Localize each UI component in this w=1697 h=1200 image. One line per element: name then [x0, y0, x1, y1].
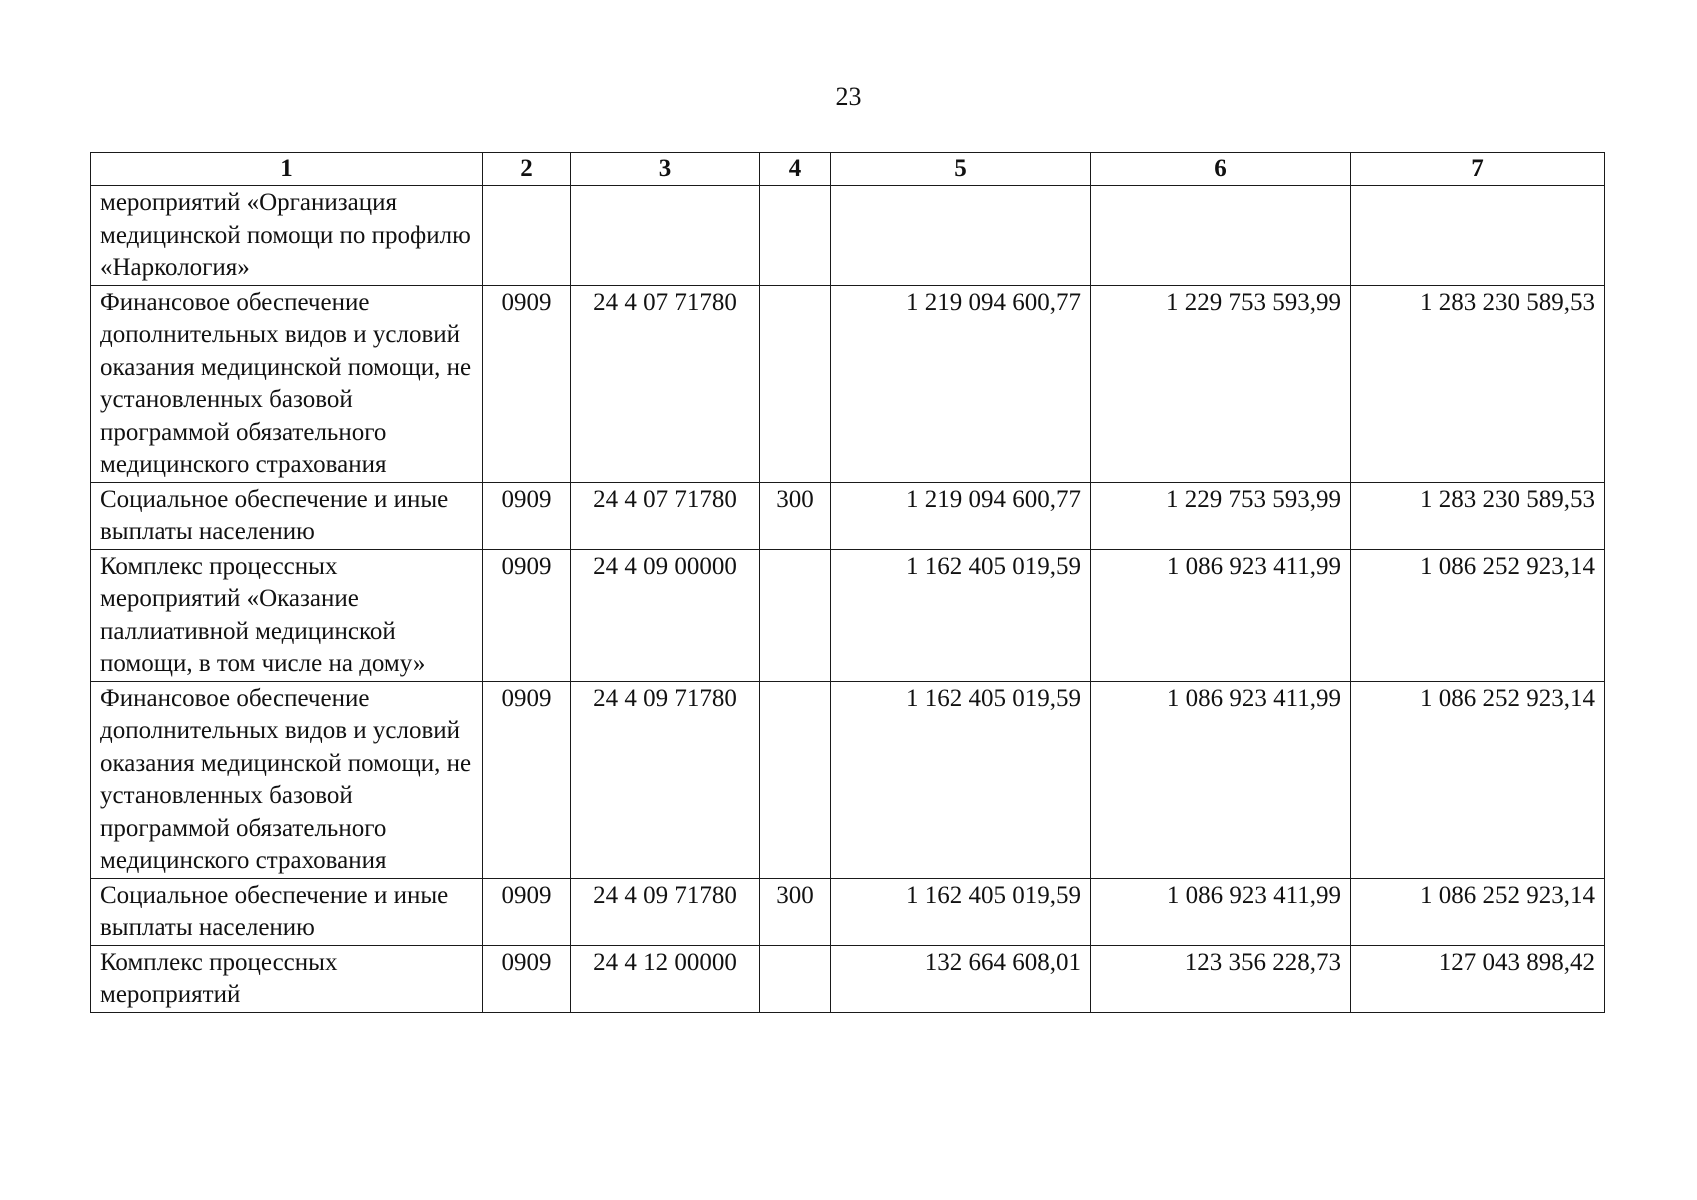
page-number: 23: [835, 82, 862, 111]
row-section-code: [483, 186, 571, 286]
row-amount-col6: 1 229 753 593,99: [1091, 482, 1351, 549]
row-name: мероприятий «Организация медицинской помощи по профилю «Наркология»: [91, 186, 483, 286]
row-expense-type: [760, 285, 831, 482]
row-amount-col5: 1 162 405 019,59: [831, 549, 1091, 681]
row-target-code: 24 4 09 71780: [571, 681, 760, 878]
row-amount-col7: 1 086 252 923,14: [1351, 549, 1605, 681]
row-target-code: 24 4 07 71780: [571, 285, 760, 482]
column-header-3: 3: [571, 153, 760, 186]
column-header-2: 2: [483, 153, 571, 186]
row-name: Социальное обеспечение и иные выплаты населению: [91, 482, 483, 549]
row-section-code: 0909: [483, 681, 571, 878]
row-expense-type: 300: [760, 482, 831, 549]
row-section-code: 0909: [483, 482, 571, 549]
table-row: [91, 945, 1605, 1012]
table-row: [91, 549, 1605, 681]
table-row: [91, 285, 1605, 482]
row-amount-col6: [1091, 186, 1351, 286]
header-row: [91, 153, 1605, 186]
table-row: [91, 186, 1605, 286]
row-section-code: 0909: [483, 878, 571, 945]
row-name: Финансовое обеспечение дополнительных видов и условий оказания медицинской помощи, не установленных базовой программой обязательного медицинского страхования: [91, 285, 483, 482]
row-section-code: 0909: [483, 945, 571, 1012]
row-amount-col6: 1 086 923 411,99: [1091, 549, 1351, 681]
row-name: Комплекс процессных мероприятий: [91, 945, 483, 1012]
row-section-code: 0909: [483, 549, 571, 681]
row-amount-col6: 123 356 228,73: [1091, 945, 1351, 1012]
row-target-code: 24 4 09 00000: [571, 549, 760, 681]
row-section-code: 0909: [483, 285, 571, 482]
row-amount-col7: 1 283 230 589,53: [1351, 285, 1605, 482]
table-row: [91, 681, 1605, 878]
column-header-6: 6: [1091, 153, 1351, 186]
column-header-1: 1: [91, 153, 483, 186]
row-amount-col7: 127 043 898,42: [1351, 945, 1605, 1012]
row-expense-type: 300: [760, 878, 831, 945]
column-header-4: 4: [760, 153, 831, 186]
row-expense-type: [760, 186, 831, 286]
column-header-5: 5: [831, 153, 1091, 186]
row-amount-col6: 1 086 923 411,99: [1091, 681, 1351, 878]
row-expense-type: [760, 681, 831, 878]
row-amount-col7: [1351, 186, 1605, 286]
row-expense-type: [760, 549, 831, 681]
budget-table: [90, 152, 1605, 1013]
row-expense-type: [760, 945, 831, 1012]
row-name: Комплекс процессных мероприятий «Оказание паллиативной медицинской помощи, в том числе на дому»: [91, 549, 483, 681]
row-amount-col7: 1 086 252 923,14: [1351, 681, 1605, 878]
column-header-7: 7: [1351, 153, 1605, 186]
row-amount-col6: 1 229 753 593,99: [1091, 285, 1351, 482]
row-target-code: 24 4 07 71780: [571, 482, 760, 549]
row-amount-col5: 132 664 608,01: [831, 945, 1091, 1012]
row-amount-col5: 1 219 094 600,77: [831, 285, 1091, 482]
table-row: [91, 482, 1605, 549]
row-target-code: 24 4 12 00000: [571, 945, 760, 1012]
row-amount-col5: [831, 186, 1091, 286]
row-amount-col5: 1 219 094 600,77: [831, 482, 1091, 549]
row-amount-col5: 1 162 405 019,59: [831, 878, 1091, 945]
row-amount-col7: 1 086 252 923,14: [1351, 878, 1605, 945]
row-amount-col6: 1 086 923 411,99: [1091, 878, 1351, 945]
row-name: Социальное обеспечение и иные выплаты населению: [91, 878, 483, 945]
row-target-code: [571, 186, 760, 286]
row-target-code: 24 4 09 71780: [571, 878, 760, 945]
row-amount-col5: 1 162 405 019,59: [831, 681, 1091, 878]
row-amount-col7: 1 283 230 589,53: [1351, 482, 1605, 549]
row-name: Финансовое обеспечение дополнительных видов и условий оказания медицинской помощи, не установленных базовой программой обязательного медицинского страхования: [91, 681, 483, 878]
table-row: [91, 878, 1605, 945]
